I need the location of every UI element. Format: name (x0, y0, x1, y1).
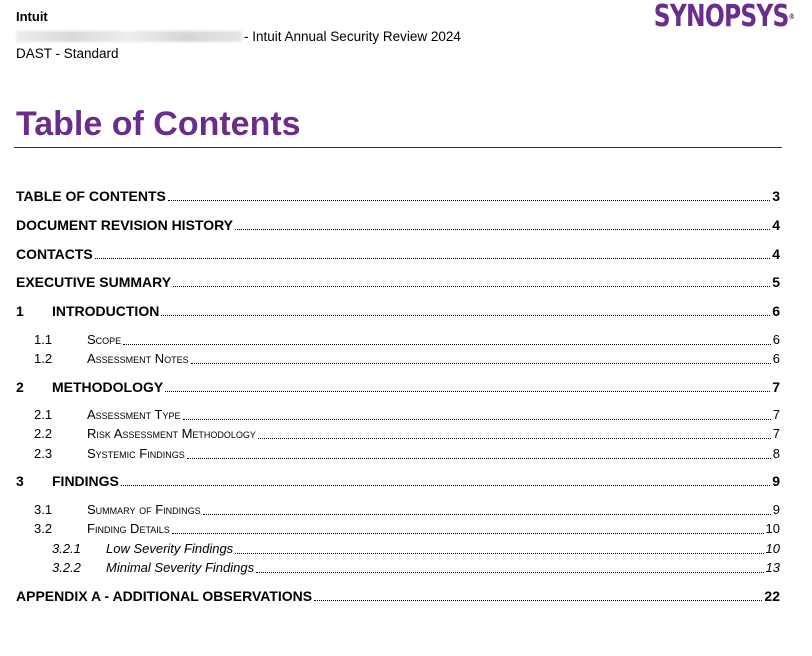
toc-entry[interactable] (34, 501, 780, 519)
toc-entry-number: 3.1 (34, 502, 53, 517)
toc-entry-title: Assessment Type (87, 407, 181, 422)
toc-entry[interactable] (16, 378, 780, 396)
toc-entry-number: 2.3 (34, 446, 53, 461)
toc-entry[interactable] (34, 350, 780, 368)
toc-entry[interactable] (52, 540, 780, 558)
toc-entry-title: TABLE OF CONTENTS (16, 188, 166, 204)
toc-entry-page: 13 (765, 560, 780, 575)
toc-dot-leader (173, 285, 770, 287)
toc-entry[interactable] (34, 520, 780, 538)
toc-entry-title: Scope (87, 332, 122, 347)
toc-entry[interactable] (34, 445, 780, 463)
toc-entry-page: 7 (772, 407, 780, 422)
toc-entry-title: METHODOLOGY (52, 379, 164, 395)
toc-entry[interactable] (16, 216, 780, 234)
toc-entry-page: 3 (772, 188, 780, 204)
toc-entry-title: FINDINGS (52, 473, 119, 489)
toc-entry-page: 6 (772, 303, 780, 319)
toc-dot-leader (235, 552, 763, 554)
toc-entry-number: 2.2 (34, 426, 53, 441)
registered-mark: ® (788, 12, 795, 21)
toc-entry[interactable] (34, 331, 780, 349)
toc-dot-leader (256, 571, 763, 573)
toc-entry[interactable] (16, 187, 780, 205)
toc-entry-number: 3.2.1 (52, 541, 81, 556)
toc-entry[interactable] (16, 472, 780, 490)
toc-entry-title: Minimal Severity Findings (106, 560, 255, 575)
toc-dot-leader (165, 390, 770, 392)
toc-entry-number: 3.2.2 (52, 560, 81, 575)
toc-entry-number: 2 (16, 379, 24, 395)
toc-dot-leader (235, 228, 770, 230)
toc-entry[interactable] (52, 559, 780, 577)
toc-entry[interactable] (16, 302, 780, 320)
toc-entry[interactable] (34, 406, 780, 424)
toc-entry-title: Summary of Findings (87, 502, 201, 517)
toc-dot-leader (187, 457, 771, 459)
toc-entry-title: APPENDIX A - ADDITIONAL OBSERVATIONS (16, 588, 313, 604)
toc-entry-title: DOCUMENT REVISION HISTORY (16, 217, 234, 233)
toc-entry-number: 3.2 (34, 521, 53, 536)
toc-dot-leader (172, 532, 764, 534)
logo-text: SYNOPSYS (653, 0, 789, 34)
toc-dot-leader (258, 437, 771, 439)
toc-entry-page: 6 (772, 332, 780, 347)
toc-entry-page: 8 (772, 446, 780, 461)
toc-entry-number: 1 (16, 303, 24, 319)
toc-entry-page: 7 (772, 379, 780, 395)
toc-entry-title: Low Severity Findings (106, 541, 234, 556)
toc-entry-title: Assessment Notes (87, 351, 189, 366)
toc-entry-title: Finding Details (87, 521, 170, 536)
toc-entry-page: 10 (765, 541, 780, 556)
toc-dot-leader (161, 314, 770, 316)
toc-entry-page: 7 (772, 426, 780, 441)
toc-entry-page: 22 (764, 588, 780, 604)
toc-entry-page: 9 (772, 473, 780, 489)
toc-entry-page: 4 (772, 217, 780, 233)
toc-dot-leader (95, 257, 770, 259)
toc-entry-title: EXECUTIVE SUMMARY (16, 274, 172, 290)
toc-entry-title: Systemic Findings (87, 446, 185, 461)
toc-entry-number: 3 (16, 473, 24, 489)
toc-entry-page: 9 (772, 502, 780, 517)
company-name: Intuit (16, 9, 48, 24)
toc-entry[interactable] (16, 273, 780, 291)
toc-entry-page: 6 (772, 351, 780, 366)
toc-entry-page: 10 (765, 521, 780, 536)
toc-entry-page: 4 (772, 246, 780, 262)
toc-entry-page: 5 (772, 274, 780, 290)
toc-entry[interactable] (16, 245, 780, 263)
toc-entry-number: 1.2 (34, 351, 53, 366)
toc-entry-title: INTRODUCTION (52, 303, 160, 319)
page-title: Table of Contents (16, 105, 301, 143)
review-title: - Intuit Annual Security Review 2024 (244, 29, 461, 44)
toc-dot-leader (183, 418, 771, 420)
test-type: DAST - Standard (16, 46, 119, 61)
toc-entry-number: 1.1 (34, 332, 53, 347)
toc-dot-leader (121, 484, 770, 486)
toc-dot-leader (203, 513, 771, 515)
toc-dot-leader (314, 599, 762, 601)
toc-dot-leader (191, 362, 771, 364)
toc-dot-leader (123, 343, 771, 345)
toc-dot-leader (168, 199, 770, 201)
toc-entry-title: CONTACTS (16, 246, 93, 262)
toc-entry-number: 2.1 (34, 407, 53, 422)
toc-entry-title: Risk Assessment Methodology (87, 426, 256, 441)
toc-entry[interactable] (16, 587, 780, 605)
toc-entry[interactable] (34, 425, 780, 443)
